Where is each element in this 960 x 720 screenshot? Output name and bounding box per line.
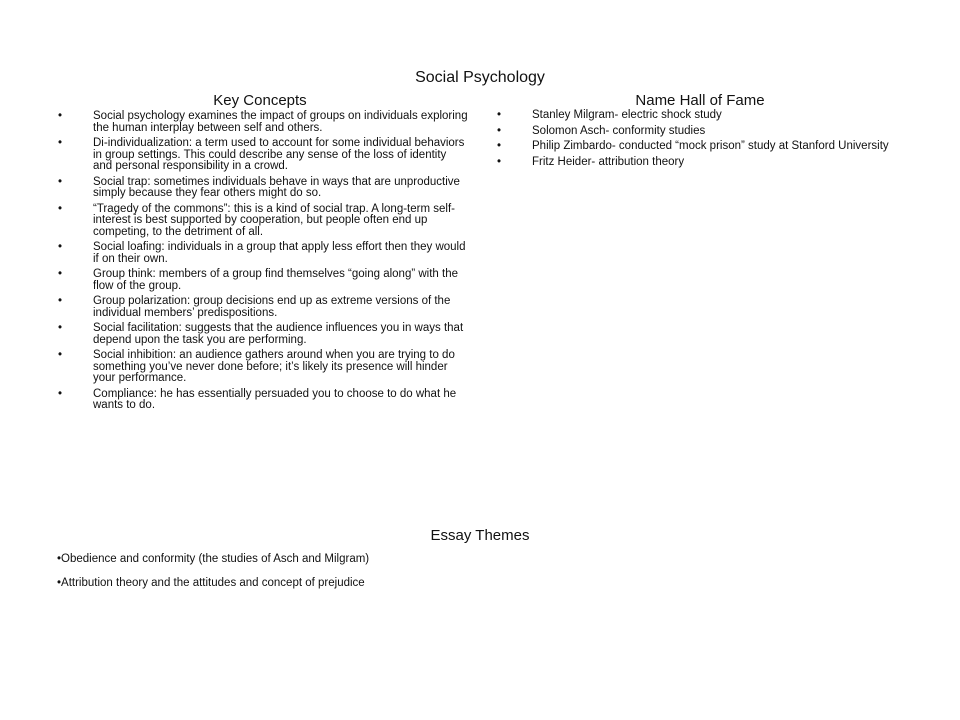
key-concept-item [58, 111, 468, 134]
key-concept-item [58, 389, 468, 412]
bullet-icon: • [58, 175, 63, 188]
hall-of-fame-text: Stanley Milgram- electric shock study [532, 109, 722, 121]
bullet-icon: • [497, 124, 502, 137]
key-concept-text: Group think: members of a group find themselves “going along” with the flow of the group. [93, 268, 458, 292]
hall-of-fame-heading: Name Hall of Fame [635, 92, 765, 109]
bullet-icon: • [58, 322, 63, 334]
bullet-icon: • [58, 241, 63, 253]
key-concept-text: “Tragedy of the commons”: this is a kind of social trap. A long-term self-interest is best supported by cooperation, but people often end up competing, to the detriment of all. [93, 202, 455, 238]
bullet-icon: • [58, 202, 63, 215]
bullet-icon: • [58, 110, 63, 122]
essay-theme-item: •Obedience and conformity (the studies of Asch and Milgram) [57, 553, 370, 565]
key-concept-item [58, 177, 468, 200]
hall-of-fame-text: Philip Zimbardo- conducted “mock prison” study at Stanford University [532, 140, 889, 152]
key-concept-text: Di-individualization: a term used to account for some individual behaviors in group settings. This could describe any sense of the loss of identity and personal responsibility in a crowd. [93, 137, 465, 172]
bullet-icon: • [58, 349, 63, 361]
key-concept-text: Social loafing: individuals in a group that apply less effort then they would if on their own. [93, 241, 466, 265]
bullet-icon: • [58, 387, 63, 400]
essay-theme-item: •Attribution theory and the attitudes and concept of prejudice [57, 577, 365, 589]
key-concept-item [58, 296, 468, 319]
key-concept-text: Group polarization: group decisions end up as extreme versions of the individual members’ predispositions. [93, 295, 451, 319]
key-concept-text: Social inhibition: an audience gathers around when you are trying to do something you’ve never done before; it’s likely its presence will hinder your performance. [93, 349, 455, 384]
key-concept-item [58, 204, 468, 239]
bullet-icon: • [497, 109, 502, 121]
key-concept-item [58, 242, 468, 265]
key-concept-item [58, 269, 468, 292]
key-concept-text: Compliance: he has essentially persuaded you to choose to do what he wants to do. [93, 387, 457, 411]
bullet-icon: • [497, 140, 502, 152]
hall-of-fame-text: Fritz Heider- attribution theory [532, 155, 685, 168]
hall-of-fame-item [497, 110, 897, 122]
bullet-icon: • [58, 268, 63, 280]
page-title: Social Psychology [415, 69, 545, 86]
key-concepts-list [58, 111, 468, 416]
key-concept-text: Social psychology examines the impact of groups on individuals exploring the human interplay between self and others. [93, 110, 468, 134]
bullet-icon: • [58, 137, 63, 149]
essay-themes-heading: Essay Themes [430, 527, 530, 544]
key-concept-item [58, 138, 468, 173]
bullet-icon: • [497, 155, 502, 168]
hall-of-fame-item [497, 126, 897, 138]
hall-of-fame-item [497, 141, 897, 153]
hall-of-fame-text: Solomon Asch- conformity studies [532, 124, 706, 137]
hall-of-fame-item [497, 157, 897, 169]
hall-of-fame-list [497, 110, 897, 172]
key-concept-item [58, 350, 468, 385]
essay-themes-list [57, 553, 657, 601]
key-concept-item [58, 323, 468, 346]
key-concepts-heading: Key Concepts [213, 92, 307, 109]
key-concept-text: Social trap: sometimes individuals behave in ways that are unproductive simply because they fear others might do so. [93, 175, 460, 199]
bullet-icon: • [58, 295, 63, 307]
key-concept-text: Social facilitation: suggests that the audience influences you in ways that depend upon the task you are performing. [93, 322, 464, 346]
